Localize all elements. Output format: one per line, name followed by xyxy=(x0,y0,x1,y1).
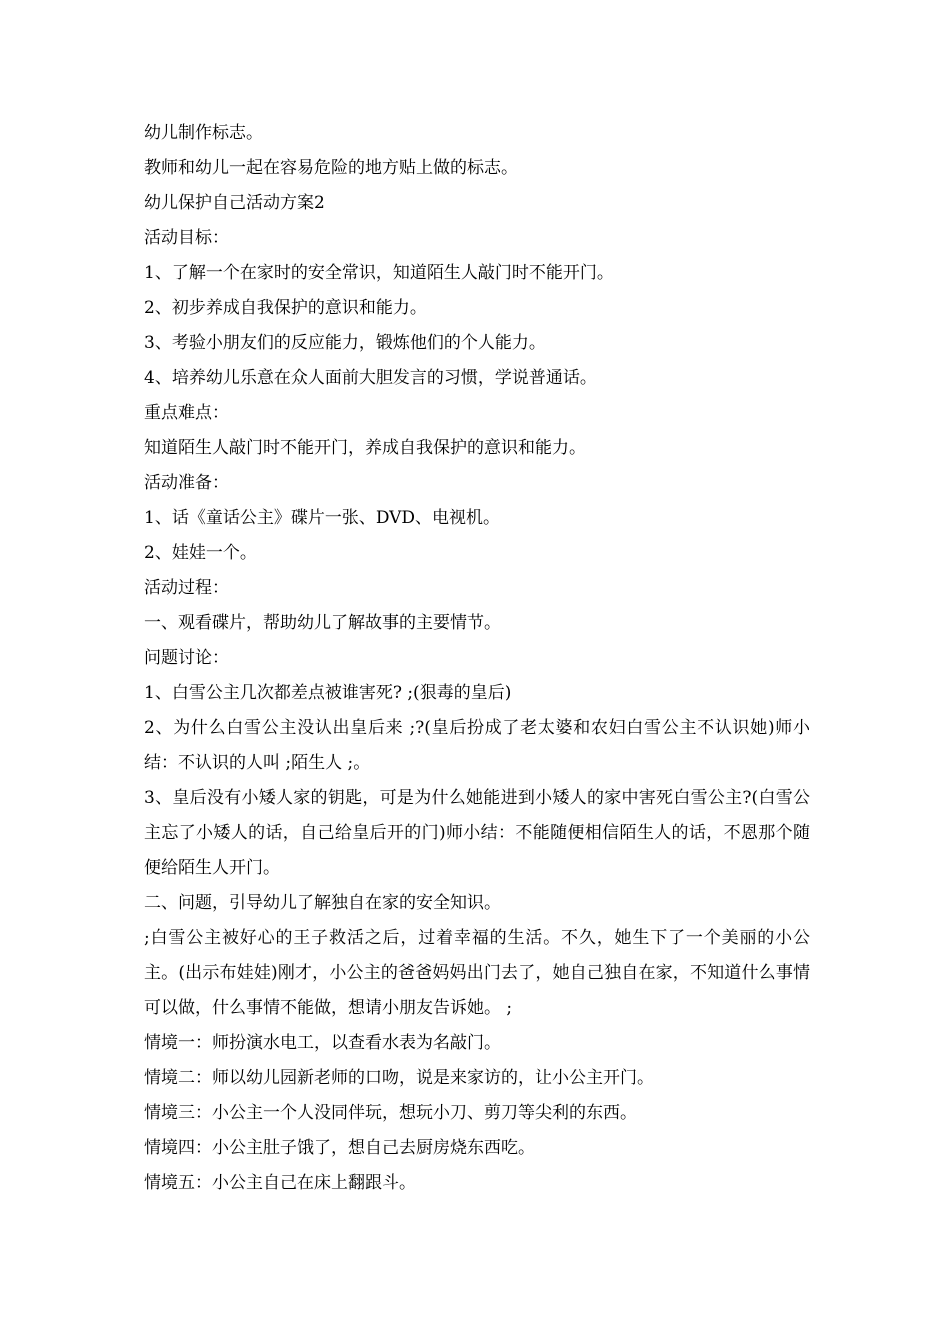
list-item: 2、娃娃一个。 xyxy=(144,543,257,563)
section-heading: 重点难点： xyxy=(144,403,229,423)
list-item: 1、话《童话公主》碟片一张、DVD、电视机。 xyxy=(144,508,501,528)
list-item: 1、了解一个在家时的安全常识，知道陌生人敲门时不能开门。 xyxy=(144,263,614,283)
section-heading: 幼儿保护自己活动方案2 xyxy=(144,193,325,213)
list-item: 3、考验小朋友们的反应能力，锻炼他们的个人能力。 xyxy=(144,333,546,353)
list-item: 情境四：小公主肚子饿了，想自己去厨房烧东西吃。 xyxy=(144,1138,535,1158)
paragraph: 一、观看碟片，帮助幼儿了解故事的主要情节。 xyxy=(144,613,501,633)
list-item: 3、皇后没有小矮人家的钥匙，可是为什么她能进到小矮人的家中害死白雪公主?(白雪公主忘了小矮人的话，自己给皇后开的门)师小结：不能随便相信陌生人的话，不恩那个随便给陌生人开门。 xyxy=(144,788,810,878)
list-item: 2、初步养成自我保护的意识和能力。 xyxy=(144,298,427,318)
paragraph: 知道陌生人敲门时不能开门，养成自我保护的意识和能力。 xyxy=(144,438,586,458)
section-heading: 活动过程： xyxy=(144,578,229,598)
section-heading: 活动目标： xyxy=(144,228,229,248)
paragraph: 二、问题，引导幼儿了解独自在家的安全知识。 xyxy=(144,893,501,913)
section-heading: 问题讨论： xyxy=(144,648,229,668)
list-item: 情境三：小公主一个人没同伴玩，想玩小刀、剪刀等尖利的东西。 xyxy=(144,1103,637,1123)
paragraph: 幼儿制作标志。 xyxy=(144,123,263,143)
section-heading: 活动准备： xyxy=(144,473,229,493)
paragraph: ;白雪公主被好心的王子救活之后，过着幸福的生活。不久，她生下了一个美丽的小公主。(出示布娃娃)刚才，小公主的爸爸妈妈出门去了，她自己独自在家，不知道什么事情可以做，什么事情不能做，想请小朋友告诉她。 ; xyxy=(144,928,810,1018)
list-item: 情境一：师扮演水电工，以查看水表为名敲门。 xyxy=(144,1033,501,1053)
document-body xyxy=(144,116,810,1201)
list-item: 4、培养幼儿乐意在众人面前大胆发言的习惯，学说普通话。 xyxy=(144,368,597,388)
list-item: 2、为什么白雪公主没认出皇后来 ;?(皇后扮成了老太婆和农妇白雪公主不认识她)师小结：不认识的人叫 ;陌生人 ;。 xyxy=(144,718,810,773)
paragraph: 教师和幼儿一起在容易危险的地方贴上做的标志。 xyxy=(144,158,518,178)
list-item: 情境五：小公主自己在床上翻跟斗。 xyxy=(144,1173,416,1193)
list-item: 情境二：师以幼儿园新老师的口吻，说是来家访的，让小公主开门。 xyxy=(144,1068,654,1088)
list-item: 1、白雪公主几次都差点被谁害死? ;(狠毒的皇后) xyxy=(144,683,512,703)
